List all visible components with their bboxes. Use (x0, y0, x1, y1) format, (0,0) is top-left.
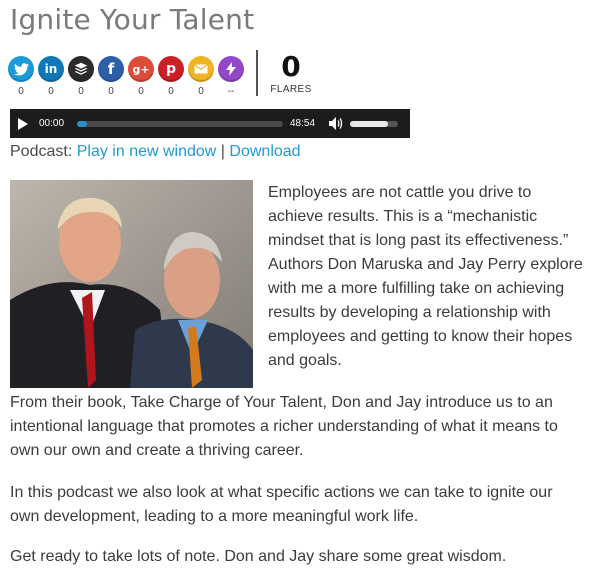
linkedin-share-button[interactable] (38, 56, 64, 97)
flare-share-button[interactable] (218, 56, 244, 97)
pinterest-share-count: 0 (168, 86, 174, 97)
google-plus-share-count: 0 (138, 86, 144, 97)
play-in-new-window-link[interactable]: Play in new window (76, 143, 217, 160)
email-share-button[interactable] (188, 56, 214, 97)
link-separator: | (220, 143, 225, 160)
lightning-bolt-icon (218, 56, 244, 82)
buffer-stack-icon (68, 56, 94, 82)
play-icon[interactable] (18, 118, 28, 130)
podcast-prefix: Podcast: (10, 143, 73, 160)
twitter-bird-icon (8, 56, 34, 82)
volume-fill (350, 121, 388, 127)
progress-track[interactable] (77, 121, 283, 127)
flares-label: FLARES (270, 84, 312, 95)
podcast-links (10, 142, 301, 162)
email-share-count: 0 (198, 86, 204, 97)
pinterest-share-button[interactable] (158, 56, 184, 97)
linkedin-share-count: 0 (48, 86, 54, 97)
progress-fill (77, 121, 87, 127)
google-plus-icon: g+ (128, 56, 154, 82)
facebook-f-icon: f (98, 56, 124, 82)
total-flares-count: 0 (281, 50, 301, 83)
current-time: 00:00 (39, 118, 65, 129)
buffer-share-button[interactable] (68, 56, 94, 97)
audio-player (10, 109, 410, 138)
authors-photo (10, 180, 253, 388)
post-title: Ignite Your Talent (10, 3, 255, 36)
duration-time: 48:54 (290, 118, 316, 129)
pinterest-p-icon: p (158, 56, 184, 82)
facebook-share-button[interactable] (98, 56, 124, 97)
twitter-share-button[interactable] (8, 56, 34, 97)
facebook-share-count: 0 (108, 86, 114, 97)
closing-paragraph: Get ready to take lots of note. Don and Jay share some great wisdom. (10, 548, 507, 565)
book-paragraph: From their book, Take Charge of Your Talent, Don and Jay introduce us to an intentional language that promotes a richer understanding of what it means to own our own and create a thriving career. (10, 394, 558, 459)
flare-share-count: -- (227, 86, 235, 97)
linkedin-in-icon: in (38, 56, 64, 82)
actions-paragraph: In this podcast we also look at what specific actions we can take to ignite our own development, leading to a more meaningful work life. (10, 484, 553, 525)
volume-icon[interactable] (329, 117, 343, 130)
intro-paragraph: Employees are not cattle you drive to achieve results. This is a “mechanistic mindset that is long past its effectiveness.” Authors Don Maruska and Jay Perry explore with me a more fulfilling take on achieving results by developing a relationship with employees and getting to know their hopes and goals. (268, 184, 583, 369)
download-link[interactable]: Download (229, 143, 301, 160)
google-plus-share-button[interactable] (128, 56, 154, 97)
share-divider (256, 50, 258, 96)
envelope-icon (188, 56, 214, 82)
buffer-share-count: 0 (78, 86, 84, 97)
twitter-share-count: 0 (18, 86, 24, 97)
volume-slider[interactable] (350, 121, 398, 127)
